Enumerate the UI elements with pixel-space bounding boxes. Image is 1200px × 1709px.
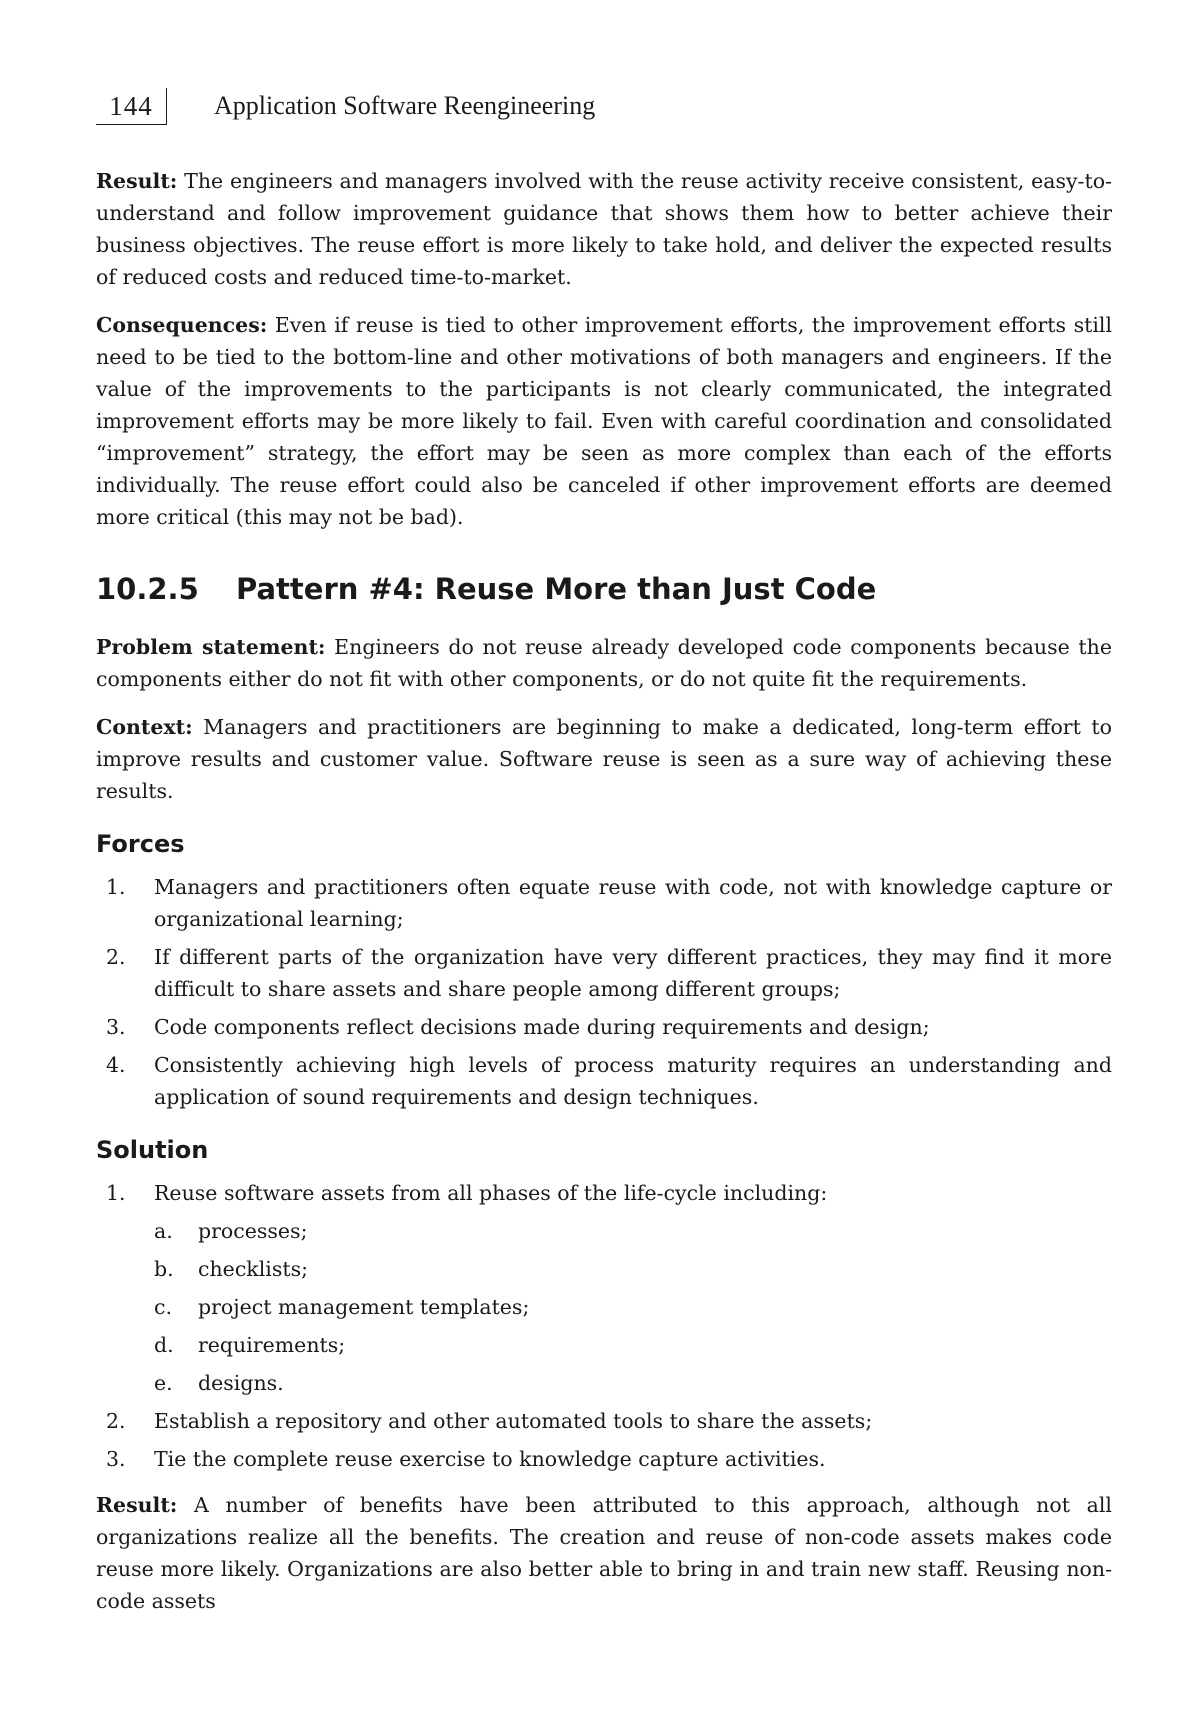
problem-statement-label: Problem statement:	[96, 635, 326, 659]
section-heading	[96, 569, 1112, 609]
page-body	[96, 165, 1112, 1633]
list-item-text: Reuse software assets from all phases of the life-cycle including:	[154, 1181, 828, 1205]
list-marker: 2.	[106, 1409, 126, 1433]
list-item-text: Tie the complete reuse exercise to knowledge capture activities.	[154, 1447, 826, 1471]
running-title: Application Software Reengineering	[214, 91, 596, 120]
sublist-item	[154, 1253, 1112, 1285]
list-item	[96, 941, 1112, 1005]
list-marker: 3.	[106, 1015, 126, 1039]
list-marker: 2.	[106, 945, 126, 969]
list-item	[96, 1177, 1112, 1399]
list-item-text: Managers and practitioners often equate reuse with code, not with knowledge capture or organizational learning;	[154, 875, 1112, 931]
sublist-marker: a.	[154, 1219, 173, 1243]
list-marker: 4.	[106, 1053, 126, 1077]
list-item-text: Consistently achieving high levels of process maturity requires an understanding and application of sound requirements and design techniques.	[154, 1053, 1112, 1109]
forces-heading: Forces	[96, 830, 185, 858]
solution-result-label: Result:	[96, 1493, 178, 1517]
result-text: The engineers and managers involved with the reuse activity receive consistent, easy-to-understand and follow improvement guidance that shows them how to better achieve their business objectives. The reuse effort is more likely to take hold, and deliver the expected results of reduced costs and reduced time-to-market.	[96, 169, 1112, 289]
list-item	[96, 871, 1112, 935]
page-number: 144	[96, 88, 167, 125]
list-item-text: If different parts of the organization have very different practices, they may find it more difficult to share assets and share people among different groups;	[154, 945, 1112, 1001]
sublist-item-text: designs.	[198, 1371, 284, 1395]
list-marker: 3.	[106, 1447, 126, 1471]
sublist-marker: c.	[154, 1295, 172, 1319]
context-label: Context:	[96, 715, 193, 739]
sublist-item-text: checklists;	[198, 1257, 309, 1281]
list-item	[96, 1049, 1112, 1113]
list-item	[96, 1405, 1112, 1437]
consequences-text: Even if reuse is tied to other improvement efforts, the improvement efforts still need to be tied to the bottom-line and other motivations of both managers and engineers. If the value of the improvements to the participants is not clearly communicated, the integrated improvement efforts may be more likely to fail. Even with careful coordination and consolidated “improvement” strategy, the effort may be seen as more complex than each of the efforts individually. The reuse effort could also be canceled if other improvement efforts are deemed more critical (this may not be bad).	[96, 313, 1112, 529]
list-marker: 1.	[106, 1181, 126, 1205]
forces-list	[96, 871, 1112, 1113]
sublist-marker: b.	[154, 1257, 174, 1281]
consequences-label: Consequences:	[96, 313, 268, 337]
consequences-paragraph	[96, 309, 1112, 533]
result-label: Result:	[96, 169, 178, 193]
list-marker: 1.	[106, 875, 126, 899]
solution-result-text: A number of benefits have been attributed to this approach, although not all organizations realize all the benefits. The creation and reuse of non-code assets makes code reuse more likely. Organizations are also better able to bring in and train new staff. Reusing non-code assets	[96, 1493, 1112, 1613]
sublist-item	[154, 1291, 1112, 1323]
problem-statement-paragraph	[96, 631, 1112, 695]
section-number: 10.2.5	[96, 572, 199, 606]
list-item	[96, 1443, 1112, 1475]
section-title: Pattern #4: Reuse More than Just Code	[236, 572, 877, 606]
result-paragraph	[96, 165, 1112, 293]
list-item-text: Establish a repository and other automated tools to share the assets;	[154, 1409, 873, 1433]
sublist-item-text: processes;	[198, 1219, 308, 1243]
sublist-marker: e.	[154, 1371, 173, 1395]
sublist-item	[154, 1329, 1112, 1361]
solution-heading: Solution	[96, 1136, 209, 1164]
sublist-item-text: requirements;	[198, 1333, 346, 1357]
list-item	[96, 1011, 1112, 1043]
solution-list	[96, 1177, 1112, 1475]
problem-statement-text: Engineers do not reuse already developed code components because the components either do not fit with other components, or do not quite fit the requirements.	[96, 635, 1112, 691]
context-paragraph	[96, 711, 1112, 807]
sublist-item	[154, 1367, 1112, 1399]
solution-result-paragraph	[96, 1489, 1112, 1617]
context-text: Managers and practitioners are beginning to make a dedicated, long-term effort to improve results and customer value. Software reuse is seen as a sure way of achieving these results.	[96, 715, 1112, 803]
sublist-item-text: project management templates;	[198, 1295, 530, 1319]
sublist-item	[154, 1215, 1112, 1247]
sublist-marker: d.	[154, 1333, 174, 1357]
solution-sublist	[154, 1215, 1112, 1399]
list-item-text: Code components reflect decisions made during requirements and design;	[154, 1015, 930, 1039]
